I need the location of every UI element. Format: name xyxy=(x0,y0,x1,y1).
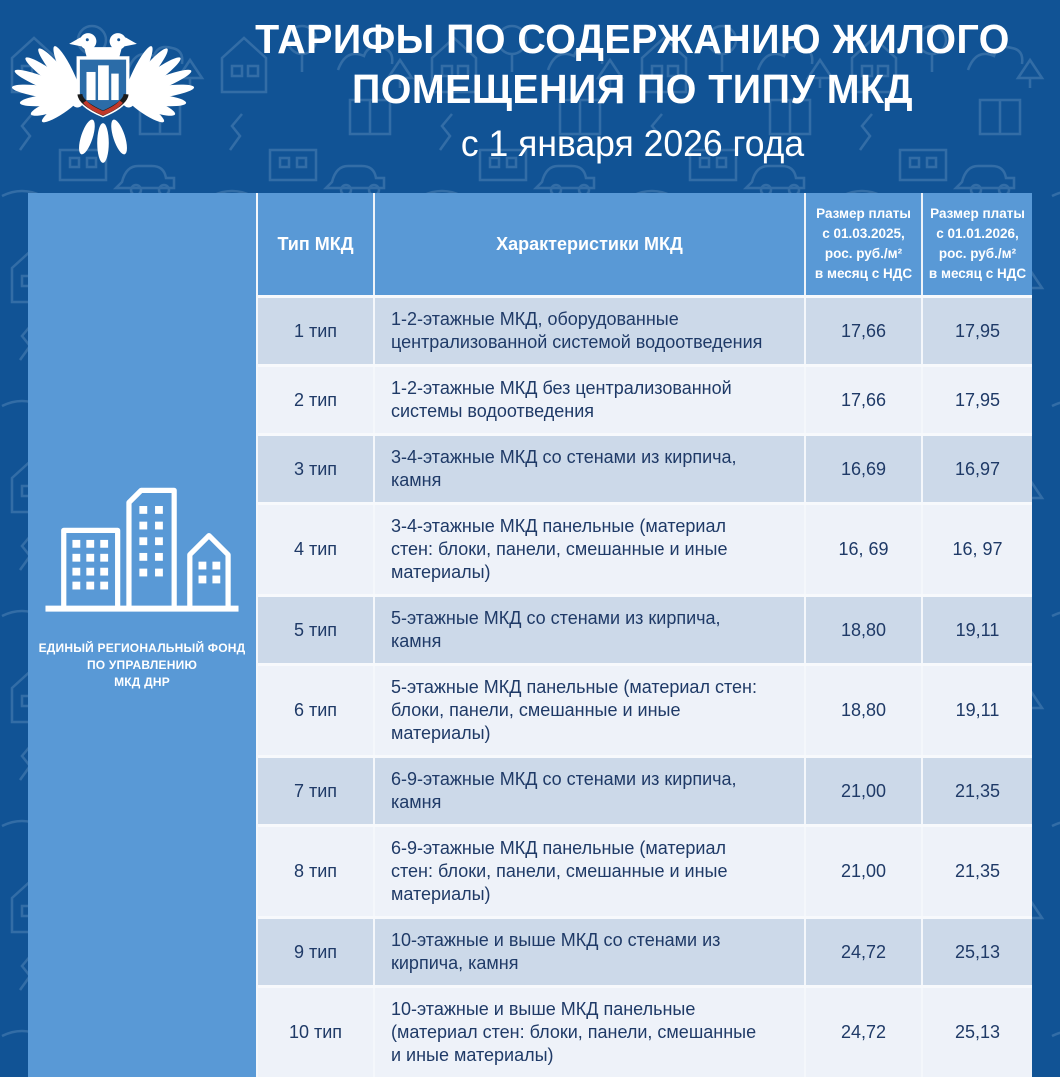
row-price-2025: 24,72 xyxy=(804,988,921,1077)
row-description: 1-2-этажные МКД без централизованной системы водоотведения xyxy=(373,367,804,433)
price-2025-line: в месяц с НДС xyxy=(814,266,913,281)
row-price-2025: 21,00 xyxy=(804,827,921,916)
table-row xyxy=(258,755,1032,824)
row-description: 6-9-этажные МКД панельные (материал стен: блоки, панели, смешанные и иные материалы) xyxy=(373,827,804,916)
column-header-price-2025 xyxy=(804,193,921,295)
price-2026-line: Размер платы xyxy=(930,206,1025,221)
row-description: 5-этажные МКД со стенами из кирпича, камня xyxy=(373,597,804,663)
row-price-2025: 17,66 xyxy=(804,367,921,433)
row-type: 3 тип xyxy=(293,458,338,479)
title-line-1: ТАРИФЫ ПО СОДЕРЖАНИЮ ЖИЛОГО xyxy=(255,16,1010,62)
row-type: 7 тип xyxy=(293,780,338,801)
page-title xyxy=(222,0,1043,166)
row-type: 9 тип xyxy=(293,941,338,962)
table-row xyxy=(258,916,1032,985)
price-2025-line: рос. руб./м² xyxy=(824,246,903,261)
row-price-2026: 16, 97 xyxy=(921,505,1032,594)
row-description: 6-9-этажные МКД со стенами из кирпича, камня xyxy=(373,758,804,824)
fund-name xyxy=(39,640,246,691)
title-subtitle: с 1 января 2026 года xyxy=(460,123,805,164)
price-2025-line: с 01.03.2025, xyxy=(822,226,905,241)
table-row xyxy=(258,824,1032,916)
row-price-2026: 17,95 xyxy=(921,298,1032,364)
tariff-table xyxy=(258,193,1032,1077)
content-panel xyxy=(28,193,1032,1077)
row-type: 6 тип xyxy=(293,700,338,720)
column-header-price-2026 xyxy=(921,193,1032,295)
table-row xyxy=(258,433,1032,502)
column-header-type: Тип МКД xyxy=(277,233,354,254)
dnr-eagle-emblem-icon xyxy=(0,0,205,185)
row-price-2026: 16,97 xyxy=(921,436,1032,502)
row-description: 10-этажные и выше МКД со стенами из кирпича, камня xyxy=(373,919,804,985)
table-row xyxy=(258,502,1032,594)
row-type: 10 тип xyxy=(288,1022,343,1042)
row-price-2025: 21,00 xyxy=(804,758,921,824)
row-price-2025: 18,80 xyxy=(804,597,921,663)
row-description: 3-4-этажные МКД панельные (материал стен: блоки, панели, смешанные и иные материалы) xyxy=(373,505,804,594)
row-type: 5 тип xyxy=(293,619,338,640)
fund-name-line-2: ПО УПРАВЛЕНИЮ xyxy=(86,658,198,672)
table-header-row xyxy=(258,193,1032,298)
row-description: 1-2-этажные МКД, оборудованные централизованной системой водоотведения xyxy=(373,298,804,364)
column-header-characteristics: Характеристики МКД xyxy=(373,193,804,295)
table-body xyxy=(258,298,1032,1077)
row-price-2026: 19,11 xyxy=(921,666,1032,755)
table-row xyxy=(258,663,1032,755)
table-row xyxy=(258,594,1032,663)
title-line-2: ПОМЕЩЕНИЯ ПО ТИПУ МКД xyxy=(351,66,914,112)
row-price-2025: 24,72 xyxy=(804,919,921,985)
row-type: 8 тип xyxy=(293,861,338,881)
price-2025-line: Размер платы xyxy=(816,206,911,221)
price-2026-line: с 01.01.2026, xyxy=(936,226,1019,241)
fund-name-line-3: МКД ДНР xyxy=(114,675,170,689)
table-row xyxy=(258,298,1032,364)
buildings-logo-icon xyxy=(42,471,242,626)
row-price-2026: 21,35 xyxy=(921,827,1032,916)
price-2026-line: рос. руб./м² xyxy=(938,246,1017,261)
row-type: 1 тип xyxy=(293,320,338,341)
row-type: 2 тип xyxy=(293,389,338,410)
row-type: 4 тип xyxy=(293,539,338,559)
row-price-2026: 21,35 xyxy=(921,758,1032,824)
row-price-2025: 17,66 xyxy=(804,298,921,364)
price-2026-line: в месяц с НДС xyxy=(928,266,1027,281)
row-price-2026: 17,95 xyxy=(921,367,1032,433)
sidebar xyxy=(28,193,258,1077)
header xyxy=(0,0,1060,193)
row-description: 10-этажные и выше МКД панельные (материал стен: блоки, панели, смешанные и иные материалы) xyxy=(373,988,804,1077)
row-price-2026: 25,13 xyxy=(921,988,1032,1077)
row-price-2025: 16,69 xyxy=(804,436,921,502)
table-row xyxy=(258,364,1032,433)
row-price-2025: 18,80 xyxy=(804,666,921,755)
row-description: 3-4-этажные МКД со стенами из кирпича, камня xyxy=(373,436,804,502)
row-price-2026: 19,11 xyxy=(921,597,1032,663)
fund-name-line-1: ЕДИНЫЙ РЕГИОНАЛЬНЫЙ ФОНД xyxy=(38,641,246,655)
row-price-2026: 25,13 xyxy=(921,919,1032,985)
row-price-2025: 16, 69 xyxy=(804,505,921,594)
row-description: 5-этажные МКД панельные (материал стен: блоки, панели, смешанные и иные материалы) xyxy=(373,666,804,755)
table-row xyxy=(258,985,1032,1077)
